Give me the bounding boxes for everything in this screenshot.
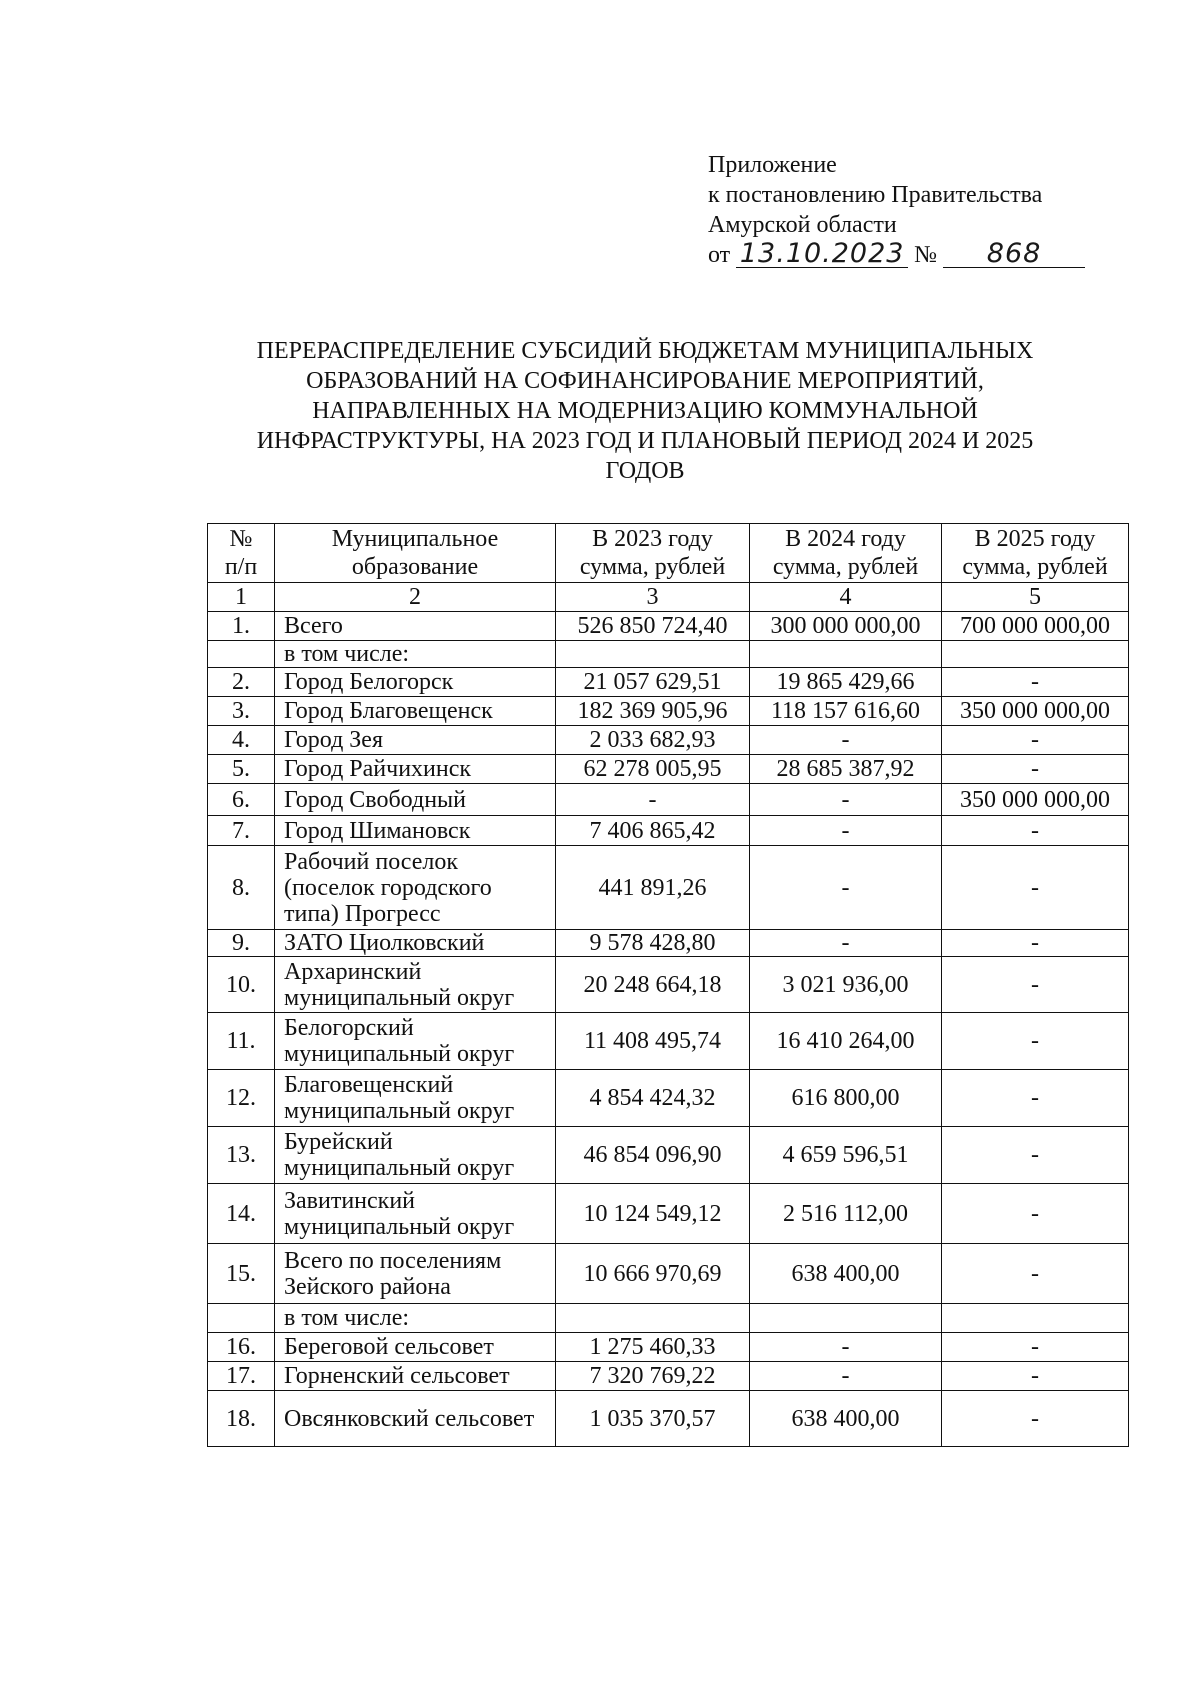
index-cell: 3 — [556, 583, 750, 612]
row-amount-2025: 350 000 000,00 — [942, 697, 1129, 726]
row-municipality: Белогорский муниципальный округ — [275, 1013, 556, 1070]
row-amount-2024: - — [750, 1362, 942, 1391]
date-prefix: от — [708, 242, 731, 268]
row-amount-2025: - — [942, 1127, 1129, 1184]
row-amount-2023: 11 408 495,74 — [556, 1013, 750, 1070]
row-amount-2025: 350 000 000,00 — [942, 784, 1129, 816]
annex-line-3: Амурской области — [708, 212, 897, 238]
table-row — [208, 957, 1129, 1013]
row-municipality: Город Зея — [275, 726, 556, 755]
header-municipality: Муниципальное образование — [275, 524, 556, 583]
row-municipality: в том числе: — [275, 641, 556, 668]
row-amount-2025: - — [942, 1333, 1129, 1362]
annex-date-line — [708, 240, 1108, 270]
table-row — [208, 612, 1129, 641]
row-municipality: Всего по поселениям Зейского района — [275, 1244, 556, 1304]
row-amount-2024: 28 685 387,92 — [750, 755, 942, 784]
number-sign: № — [914, 242, 938, 268]
row-amount-2025: - — [942, 957, 1129, 1013]
header-2025: В 2025 году сумма, рублей — [942, 524, 1129, 583]
row-municipality: Горненский сельсовет — [275, 1362, 556, 1391]
table-row — [208, 930, 1129, 957]
row-number — [208, 641, 275, 668]
row-municipality: Благовещенский муниципальный округ — [275, 1070, 556, 1127]
row-number: 16. — [208, 1333, 275, 1362]
row-number: 5. — [208, 755, 275, 784]
row-amount-2024: 118 157 616,60 — [750, 697, 942, 726]
number-value: 868 — [943, 241, 1085, 268]
row-amount-2024: - — [750, 846, 942, 930]
row-amount-2025: - — [942, 1070, 1129, 1127]
row-amount-2024: - — [750, 726, 942, 755]
row-amount-2023: 1 035 370,57 — [556, 1391, 750, 1447]
table-body — [208, 612, 1129, 1447]
table-row — [208, 1244, 1129, 1304]
table-row — [208, 1391, 1129, 1447]
row-amount-2023: 10 666 970,69 — [556, 1244, 750, 1304]
row-amount-2025: - — [942, 1362, 1129, 1391]
row-amount-2023: 526 850 724,40 — [556, 612, 750, 641]
row-municipality: Город Благовещенск — [275, 697, 556, 726]
row-amount-2023: - — [556, 784, 750, 816]
table-row — [208, 641, 1129, 668]
row-amount-2025: - — [942, 930, 1129, 957]
row-amount-2025: - — [942, 1013, 1129, 1070]
table-row — [208, 1362, 1129, 1391]
row-amount-2025: - — [942, 1184, 1129, 1244]
document-title — [200, 336, 1090, 486]
row-amount-2023: 441 891,26 — [556, 846, 750, 930]
row-amount-2023: 10 124 549,12 — [556, 1184, 750, 1244]
row-amount-2024: - — [750, 1333, 942, 1362]
row-amount-2024: 2 516 112,00 — [750, 1184, 942, 1244]
row-amount-2023 — [556, 641, 750, 668]
title-line-1: ПЕРЕРАСПРЕДЕЛЕНИЕ СУБСИДИЙ БЮДЖЕТАМ МУНИЦИПАЛЬНЫХ — [256, 338, 1034, 364]
title-line-4: ИНФРАСТРУКТУРЫ, НА 2023 ГОД И ПЛАНОВЫЙ ПЕРИОД 2024 И 2025 — [256, 428, 1034, 454]
row-amount-2023: 46 854 096,90 — [556, 1127, 750, 1184]
title-line-2: ОБРАЗОВАНИЙ НА СОФИНАНСИРОВАНИЕ МЕРОПРИЯТИЙ, — [306, 368, 984, 394]
row-municipality: Город Свободный — [275, 784, 556, 816]
row-amount-2024: 616 800,00 — [750, 1070, 942, 1127]
row-number: 1. — [208, 612, 275, 641]
table-row — [208, 1304, 1129, 1333]
row-amount-2024: 16 410 264,00 — [750, 1013, 942, 1070]
row-municipality: Город Белогорск — [275, 668, 556, 697]
index-cell: 5 — [942, 583, 1129, 612]
row-number: 9. — [208, 930, 275, 957]
row-number: 8. — [208, 846, 275, 930]
row-number: 7. — [208, 816, 275, 846]
row-municipality: Береговой сельсовет — [275, 1333, 556, 1362]
row-amount-2023 — [556, 1304, 750, 1333]
subsidy-table — [207, 523, 1129, 1447]
row-municipality: Всего — [275, 612, 556, 641]
annex-line-1: Приложение — [708, 152, 837, 178]
table-row — [208, 1070, 1129, 1127]
row-amount-2023: 62 278 005,95 — [556, 755, 750, 784]
row-amount-2024 — [750, 641, 942, 668]
title-line-5: ГОДОВ — [605, 458, 685, 484]
row-number: 15. — [208, 1244, 275, 1304]
row-number: 6. — [208, 784, 275, 816]
row-number: 2. — [208, 668, 275, 697]
row-amount-2024: - — [750, 784, 942, 816]
table-row — [208, 1333, 1129, 1362]
header-2024: В 2024 году сумма, рублей — [750, 524, 942, 583]
table-row — [208, 1013, 1129, 1070]
row-amount-2025: - — [942, 1391, 1129, 1447]
row-amount-2024: 4 659 596,51 — [750, 1127, 942, 1184]
row-amount-2025: - — [942, 846, 1129, 930]
row-amount-2023: 7 406 865,42 — [556, 816, 750, 846]
row-municipality: Рабочий поселок (поселок городского типа) Прогресс — [275, 846, 556, 930]
index-cell: 2 — [275, 583, 556, 612]
annex-line-2: к постановлению Правительства — [708, 182, 1043, 208]
row-number: 13. — [208, 1127, 275, 1184]
row-amount-2024 — [750, 1304, 942, 1333]
header-2023: В 2023 году сумма, рублей — [556, 524, 750, 583]
table-row — [208, 1184, 1129, 1244]
index-cell: 1 — [208, 583, 275, 612]
row-amount-2023: 1 275 460,33 — [556, 1333, 750, 1362]
row-amount-2023: 9 578 428,80 — [556, 930, 750, 957]
row-amount-2024: 19 865 429,66 — [750, 668, 942, 697]
row-amount-2025: - — [942, 726, 1129, 755]
row-amount-2025: - — [942, 816, 1129, 846]
row-number: 4. — [208, 726, 275, 755]
row-municipality: Город Райчихинск — [275, 755, 556, 784]
row-amount-2025 — [942, 1304, 1129, 1333]
title-line-3: НАПРАВЛЕННЫХ НА МОДЕРНИЗАЦИЮ КОММУНАЛЬНОЙ — [312, 398, 978, 424]
row-number: 12. — [208, 1070, 275, 1127]
table-row — [208, 816, 1129, 846]
row-municipality: ЗАТО Циолковский — [275, 930, 556, 957]
table-row — [208, 784, 1129, 816]
table-row — [208, 755, 1129, 784]
row-municipality: в том числе: — [275, 1304, 556, 1333]
row-number: 3. — [208, 697, 275, 726]
row-amount-2023: 21 057 629,51 — [556, 668, 750, 697]
column-index-row — [208, 583, 1129, 612]
row-number: 11. — [208, 1013, 275, 1070]
table-row — [208, 726, 1129, 755]
row-number: 10. — [208, 957, 275, 1013]
row-amount-2024: 3 021 936,00 — [750, 957, 942, 1013]
row-amount-2023: 7 320 769,22 — [556, 1362, 750, 1391]
table-header-row — [208, 524, 1129, 583]
row-amount-2024: 300 000 000,00 — [750, 612, 942, 641]
row-amount-2025 — [942, 641, 1129, 668]
row-amount-2023: 4 854 424,32 — [556, 1070, 750, 1127]
row-amount-2024: 638 400,00 — [750, 1244, 942, 1304]
date-value: 13.10.2023 — [736, 241, 908, 268]
row-number: 18. — [208, 1391, 275, 1447]
row-amount-2025: - — [942, 1244, 1129, 1304]
row-number — [208, 1304, 275, 1333]
row-municipality: Завитинский муниципальный округ — [275, 1184, 556, 1244]
row-municipality: Овсянковский сельсовет — [275, 1391, 556, 1447]
row-municipality: Город Шимановск — [275, 816, 556, 846]
index-cell: 4 — [750, 583, 942, 612]
row-number: 17. — [208, 1362, 275, 1391]
annex-block — [708, 150, 1108, 270]
row-amount-2025: - — [942, 668, 1129, 697]
row-number: 14. — [208, 1184, 275, 1244]
row-amount-2023: 2 033 682,93 — [556, 726, 750, 755]
row-municipality: Бурейский муниципальный округ — [275, 1127, 556, 1184]
table-row — [208, 846, 1129, 930]
row-municipality: Архаринский муниципальный округ — [275, 957, 556, 1013]
row-amount-2024: - — [750, 930, 942, 957]
row-amount-2023: 182 369 905,96 — [556, 697, 750, 726]
row-amount-2024: - — [750, 816, 942, 846]
row-amount-2024: 638 400,00 — [750, 1391, 942, 1447]
table-row — [208, 668, 1129, 697]
table-row — [208, 1127, 1129, 1184]
header-number: № п/п — [208, 524, 275, 583]
row-amount-2025: 700 000 000,00 — [942, 612, 1129, 641]
row-amount-2025: - — [942, 755, 1129, 784]
row-amount-2023: 20 248 664,18 — [556, 957, 750, 1013]
table-row — [208, 697, 1129, 726]
